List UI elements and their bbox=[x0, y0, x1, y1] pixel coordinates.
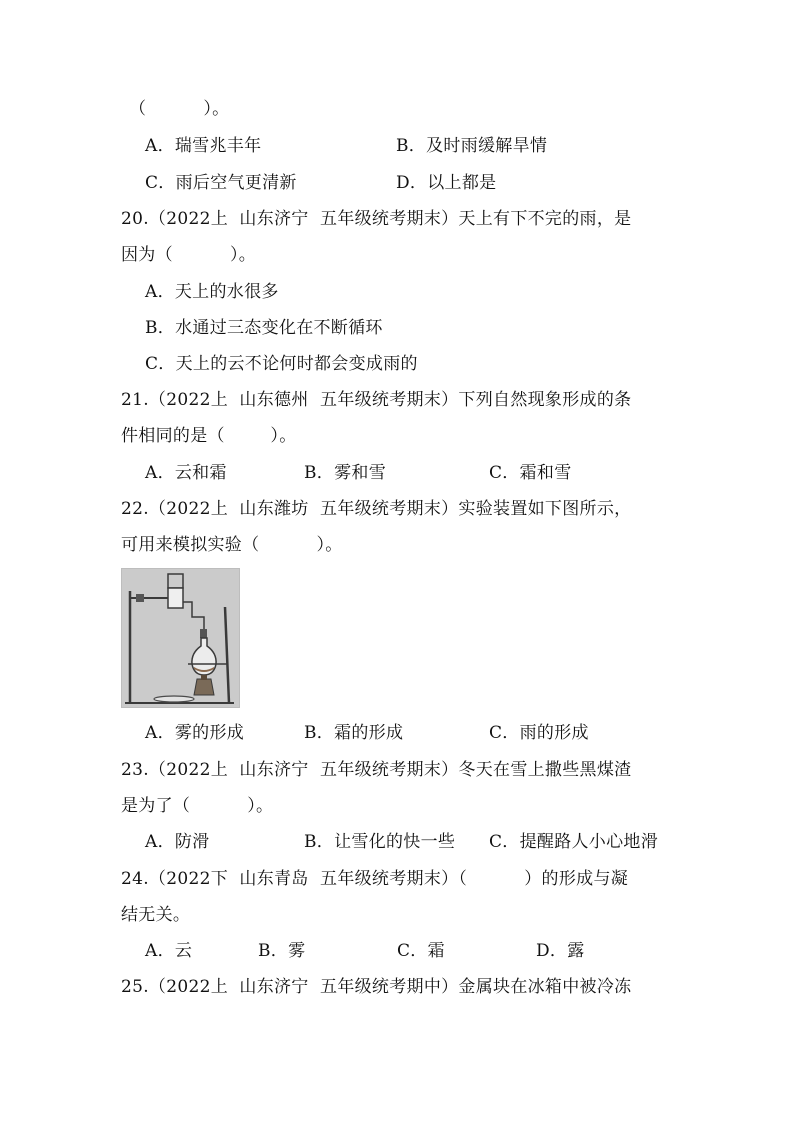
q22-option-c: C．雨的形成 bbox=[489, 723, 589, 743]
q22-stem-line1: 22.（2022上 山东潍坊 五年级统考期末）实验装置如下图所示， bbox=[121, 499, 632, 519]
q24-stem-line2: 结无关。 bbox=[121, 905, 191, 925]
apparatus-drawing bbox=[122, 569, 239, 707]
q21-option-c: C．霜和雪 bbox=[489, 463, 572, 483]
q21-option-a: A．云和霜 bbox=[145, 463, 227, 483]
q25-stem-line1: 25.（2022上 山东济宁 五年级统考期中）金属块在冰箱中被冷冻 bbox=[121, 977, 632, 997]
q19-option-d: D．以上都是 bbox=[396, 173, 497, 193]
q24-option-a: A．云 bbox=[145, 941, 193, 961]
q19-option-a: A．瑞雪兆丰年 bbox=[145, 136, 262, 156]
q24-stem-line1: 24.（2022下 山东青岛 五年级统考期末）（ ）的形成与凝 bbox=[121, 869, 629, 889]
q24-option-b: B．雾 bbox=[258, 941, 306, 961]
q20-option-b: B．水通过三态变化在不断循环 bbox=[145, 318, 383, 338]
q23-stem-line2: 是为了（ ）。 bbox=[121, 796, 274, 816]
q23-option-c: C．提醒路人小心地滑 bbox=[489, 832, 659, 852]
q21-stem-line1: 21.（2022上 山东德州 五年级统考期末）下列自然现象形成的条 bbox=[121, 390, 632, 410]
q20-option-a: A．天上的水很多 bbox=[145, 282, 279, 302]
q23-option-a: A．防滑 bbox=[145, 832, 210, 852]
experiment-apparatus-figure bbox=[121, 568, 240, 708]
q24-option-d: D．露 bbox=[536, 941, 585, 961]
q21-option-b: B．雾和雪 bbox=[304, 463, 386, 483]
q23-option-b: B．让雪化的快一些 bbox=[304, 832, 456, 852]
q20-stem-line2: 因为（ ）。 bbox=[121, 245, 257, 265]
q22-stem-line2: 可用来模拟实验（ ）。 bbox=[121, 535, 343, 555]
q19-option-b: B．及时雨缓解旱情 bbox=[396, 136, 548, 156]
q21-stem-line2: 件相同的是（ ）。 bbox=[121, 426, 297, 446]
q20-stem-line1: 20.（2022上 山东济宁 五年级统考期末）天上有下不完的雨，是 bbox=[121, 209, 632, 229]
q19-stem-tail: （ ）。 bbox=[129, 99, 230, 119]
q22-option-b: B．霜的形成 bbox=[304, 723, 404, 743]
q24-option-c: C．霜 bbox=[397, 941, 445, 961]
q22-option-a: A．雾的形成 bbox=[145, 723, 245, 743]
q20-option-c: C．天上的云不论何时都会变成雨的 bbox=[145, 354, 418, 374]
q23-stem-line1: 23.（2022上 山东济宁 五年级统考期末）冬天在雪上撒些黑煤渣 bbox=[121, 760, 632, 780]
q19-option-c: C．雨后空气更清新 bbox=[145, 173, 297, 193]
